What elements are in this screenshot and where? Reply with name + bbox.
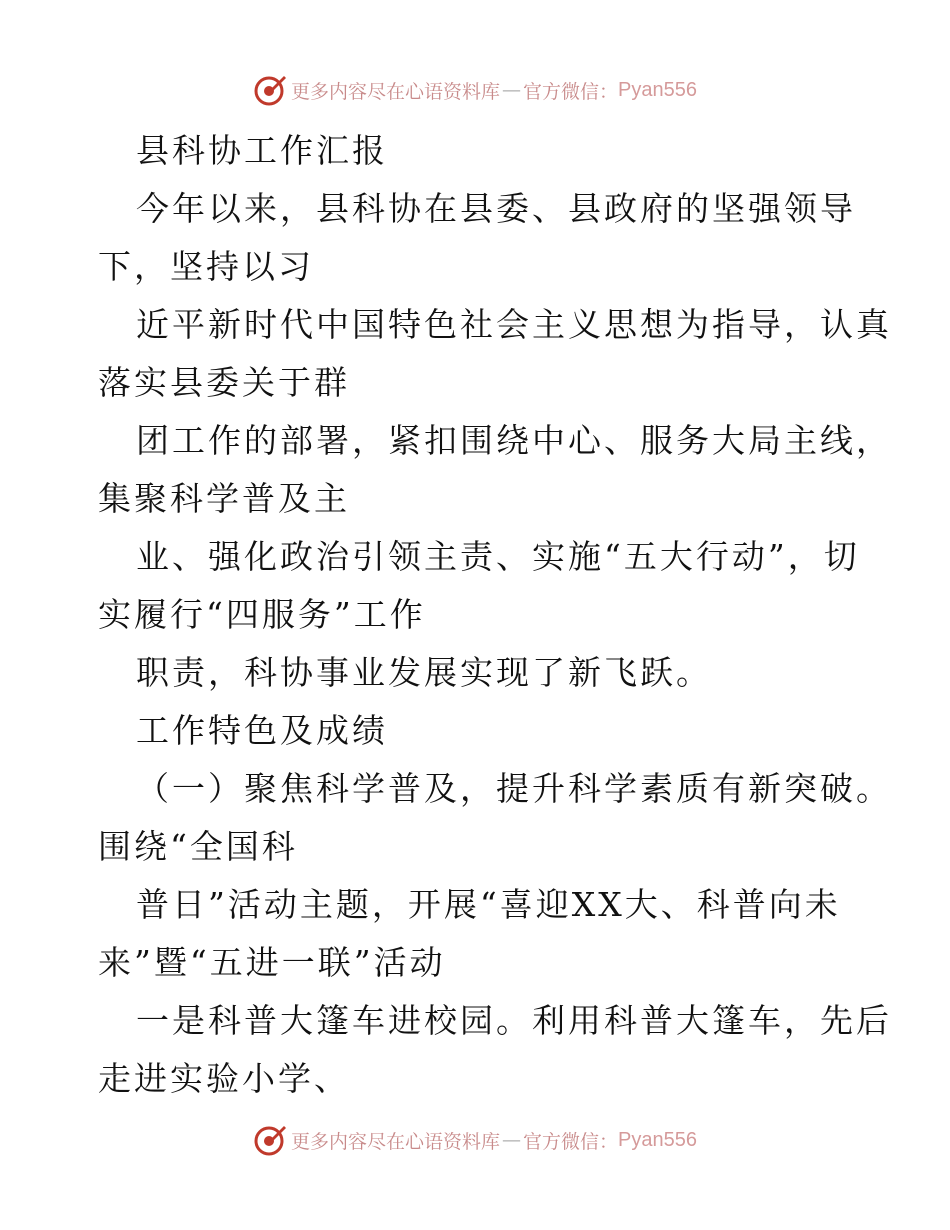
footer-banner-wechat-label: 官方微信： [523, 1130, 619, 1153]
doc-line: 今年以来，县科协在县委、县政府的坚强领导 [136, 189, 856, 228]
pen-logo-icon [253, 73, 287, 107]
footer-banner [0, 1120, 950, 1160]
doc-line: 下，坚持以习 [98, 247, 314, 286]
doc-line: （一）聚焦科学普及，提升科学素质有新突破。 [136, 769, 892, 808]
doc-line: 来”暨“五进一联”活动 [98, 943, 446, 982]
doc-title: 县科协工作汇报 [136, 131, 388, 170]
pen-logo-icon [253, 1123, 287, 1157]
header-banner-lead: 更多内容尽在心语资料库 [291, 80, 501, 103]
footer-banner-dash: — [502, 1129, 522, 1151]
header-banner-brand: Pyan556 [618, 78, 697, 101]
doc-line: 集聚科学普及主 [98, 479, 350, 518]
section-heading: 工作特色及成绩 [136, 711, 388, 750]
doc-line: 团工作的部署，紧扣围绕中心、服务大局主线， [136, 421, 892, 460]
doc-line: 业、强化政治引领主责、实施“五大行动”，切 [136, 537, 860, 576]
doc-line: 落实县委关于群 [98, 363, 350, 402]
header-banner-dash: — [502, 79, 522, 101]
footer-banner-lead: 更多内容尽在心语资料库 [291, 1130, 501, 1153]
doc-line: 走进实验小学、 [98, 1059, 350, 1098]
document-body [98, 122, 892, 1108]
header-banner-wechat-label: 官方微信： [523, 80, 619, 103]
doc-line: 实履行“四服务”工作 [98, 595, 426, 634]
doc-line: 围绕“全国科 [98, 827, 298, 866]
header-banner [0, 70, 950, 110]
doc-line: 一是科普大篷车进校园。利用科普大篷车，先后 [136, 1001, 892, 1040]
doc-line: 职责，科协事业发展实现了新飞跃。 [136, 653, 712, 692]
footer-banner-brand: Pyan556 [618, 1128, 697, 1151]
doc-line: 普日”活动主题，开展“喜迎XX大、科普向未 [136, 885, 841, 924]
doc-line: 近平新时代中国特色社会主义思想为指导，认真 [136, 305, 892, 344]
